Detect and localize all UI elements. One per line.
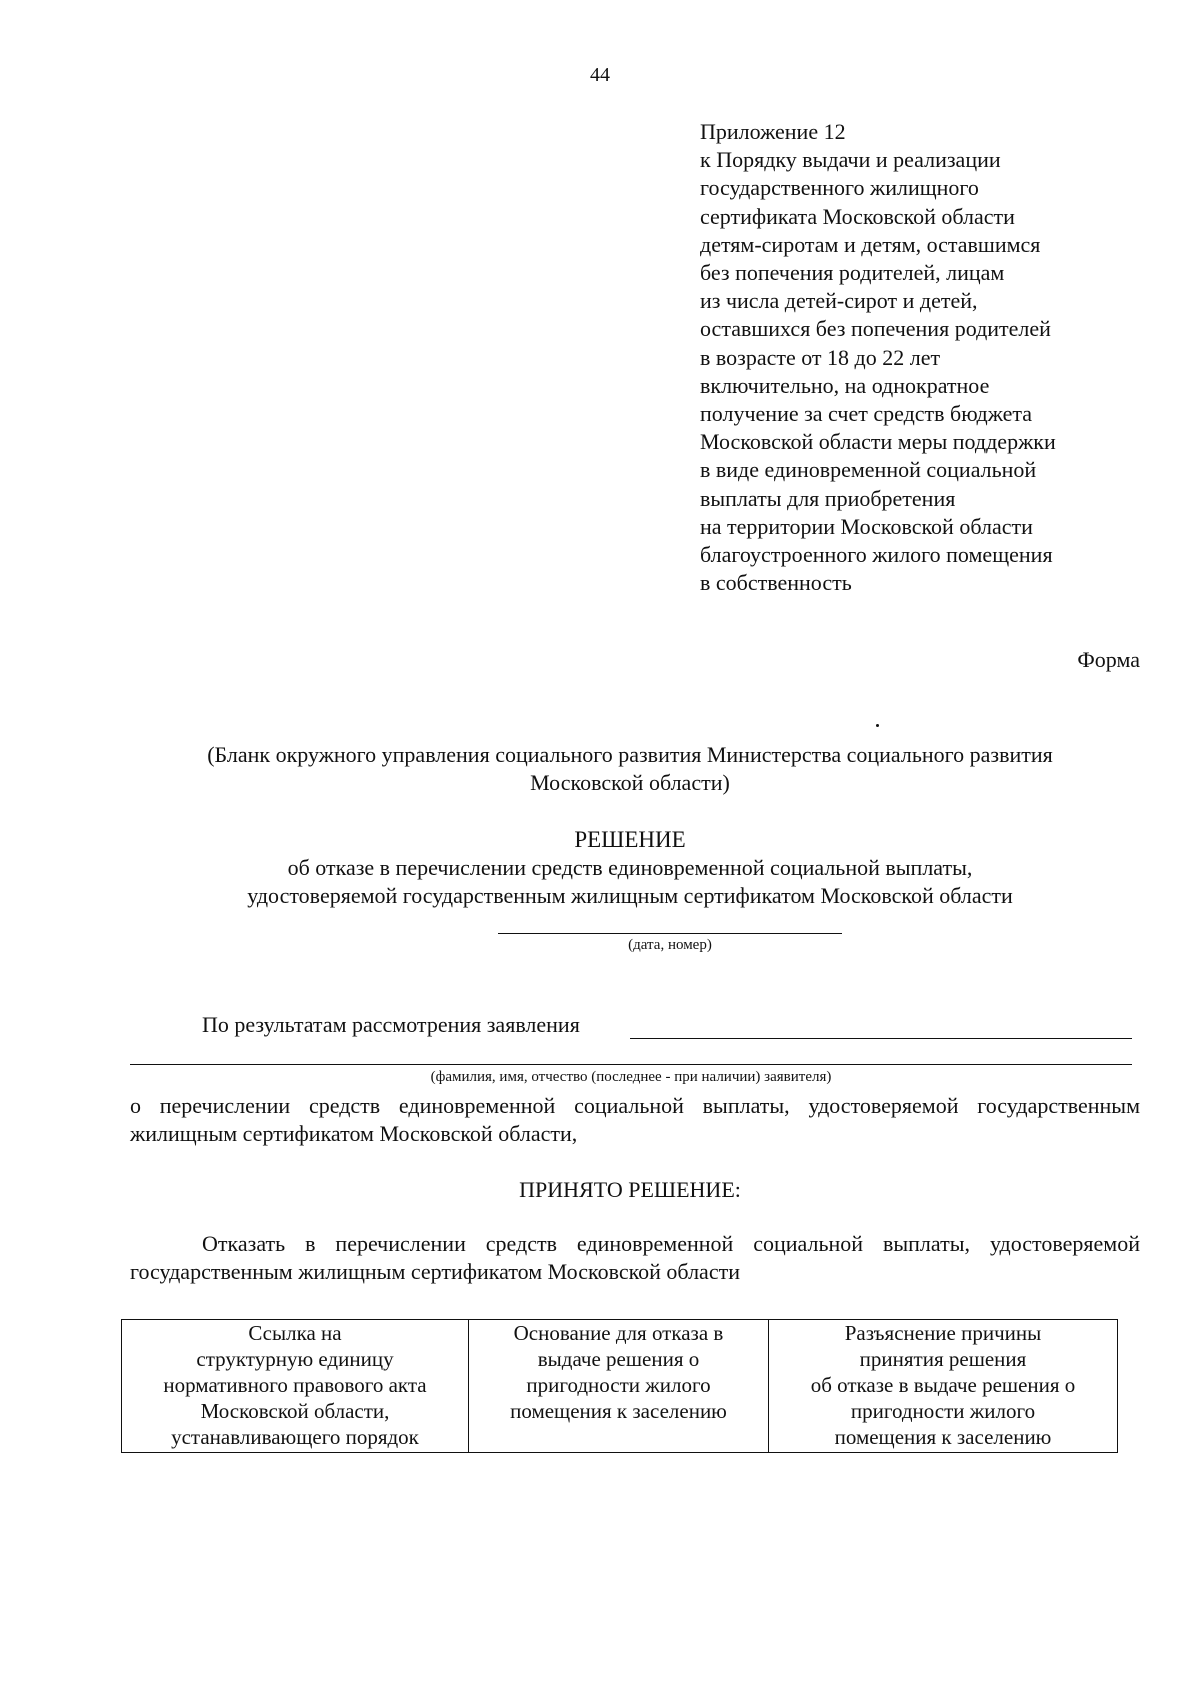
- transfer-text-line1: о перечислении средств единовременной социальной выплаты, удостоверяемой государственным: [130, 1093, 1140, 1118]
- table-header-row: [122, 1320, 1118, 1453]
- applicant-name-caption: (фамилия, имя, отчество (последнее - при наличии) заявителя): [430, 1069, 832, 1085]
- appendix-line: из числа детей-сирот и детей,: [700, 288, 978, 314]
- appendix-line: благоустроенного жилого помещения: [700, 542, 1053, 568]
- decision-subtitle-line1: об отказе в перечислении средств единовременной социальной выплаты,: [287, 855, 973, 880]
- transfer-text-line2: жилищным сертификатом Московской области,: [130, 1121, 578, 1146]
- date-number-field[interactable]: [498, 933, 842, 934]
- decided-heading: ПРИНЯТО РЕШЕНИЕ:: [519, 1177, 741, 1202]
- appendix-line: Приложение 12: [700, 119, 846, 144]
- header-cell-reason-explanation: Разъяснение причины принятия решения об отказе в выдаче решения о пригодности жилого помещения к заселению: [769, 1320, 1118, 1453]
- appendix-line: в собственность: [700, 570, 852, 596]
- appendix-line: к Порядку выдачи и реализации: [700, 147, 1001, 173]
- refuse-text-line1: Отказать в перечислении средств единовременной социальной выплаты, удостоверяемой: [202, 1231, 1140, 1256]
- stray-dot: [876, 724, 879, 727]
- form-label: Форма: [1077, 647, 1140, 672]
- appendix-line: государственного жилищного: [700, 175, 979, 201]
- appendix-line: получение за счет средств бюджета: [700, 401, 1033, 427]
- blank-header-line2: Московской области): [530, 770, 730, 795]
- date-number-caption: (дата, номер): [628, 937, 712, 953]
- decision-title: РЕШЕНИЕ: [574, 827, 686, 852]
- refuse-text-line2: государственным жилищным сертификатом Московской области: [130, 1259, 740, 1284]
- appendix-line: в виде единовременной социальной: [700, 457, 1037, 483]
- header-cell-legal-reference: Ссылка на структурную единицу нормативного правового акта Московской области, устанавливающего порядок: [122, 1320, 469, 1453]
- appendix-line: в возрасте от 18 до 22 лет: [700, 344, 941, 370]
- appendix-line: без попечения родителей, лицам: [700, 260, 1005, 286]
- appendix-line: на территории Московской области: [700, 513, 1033, 539]
- refusal-reasons-table: [121, 1319, 1118, 1453]
- appendix-line: сертификата Московской области: [700, 203, 1015, 229]
- page-number: 44: [590, 64, 610, 86]
- appendix-note: [700, 118, 1140, 597]
- blank-header-line1: (Бланк окружного управления социального развития Министерства социального развития: [207, 742, 1053, 767]
- header-cell-refusal-basis: Основание для отказа в выдаче решения о пригодности жилого помещения к заселению: [469, 1320, 769, 1453]
- appendix-line: оставшихся без попечения родителей: [700, 316, 1051, 342]
- appendix-line: включительно, на однократное: [700, 372, 990, 398]
- application-field[interactable]: [630, 1038, 1132, 1039]
- appendix-line: выплаты для приобретения: [700, 485, 956, 511]
- applicant-name-field[interactable]: [130, 1064, 1132, 1065]
- appendix-line: детям-сиротам и детям, оставшимся: [700, 231, 1041, 257]
- appendix-line: Московской области меры поддержки: [700, 429, 1056, 455]
- decision-subtitle-line2: удостоверяемой государственным жилищным сертификатом Московской области: [247, 883, 1013, 908]
- review-prefix: По результатам рассмотрения заявления: [202, 1012, 580, 1037]
